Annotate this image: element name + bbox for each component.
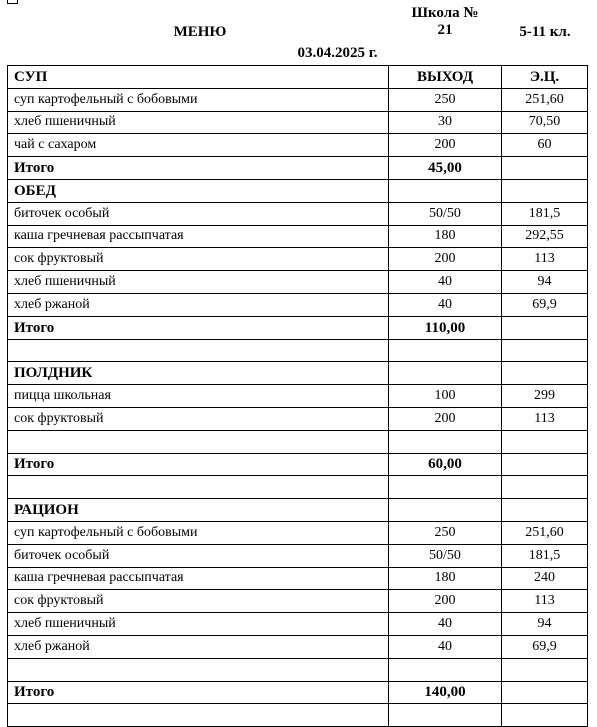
item-name-cell: хлеб ржаной <box>8 635 389 658</box>
table-row <box>8 704 588 727</box>
item-name-cell: Итого <box>8 453 389 476</box>
table-row <box>8 681 588 704</box>
item-price-cell <box>502 430 588 453</box>
item-price-cell: 70,50 <box>502 111 588 134</box>
item-price-cell <box>502 453 588 476</box>
menu-title: МЕНЮ <box>173 24 227 40</box>
item-output-cell: 250 <box>389 88 502 111</box>
table-row <box>8 407 588 430</box>
item-price-cell: 181,5 <box>502 202 588 225</box>
item-price-cell: 113 <box>502 248 588 271</box>
item-output-cell: 50/50 <box>389 202 502 225</box>
item-name-cell: СУП <box>8 66 389 89</box>
table-row <box>8 544 588 567</box>
item-output-cell: 180 <box>389 567 502 590</box>
table-row <box>8 613 588 636</box>
item-price-cell: 60 <box>502 134 588 157</box>
item-price-cell: 69,9 <box>502 293 588 316</box>
table-row <box>8 339 588 362</box>
item-name-cell: сок фруктовый <box>8 590 389 613</box>
school-number: Школа № 21 <box>411 5 479 38</box>
item-name-cell: Итого <box>8 681 389 704</box>
item-price-cell <box>502 339 588 362</box>
item-price-cell: 94 <box>502 613 588 636</box>
table-row <box>8 635 588 658</box>
item-price-cell: 113 <box>502 590 588 613</box>
item-name-cell: каша гречневая рассыпчатая <box>8 567 389 590</box>
item-price-cell <box>502 179 588 202</box>
item-output-cell <box>389 339 502 362</box>
table-row <box>8 430 588 453</box>
table-row <box>8 658 588 681</box>
item-price-cell <box>502 157 588 180</box>
item-output-cell <box>389 499 502 522</box>
table-row <box>8 476 588 499</box>
item-name-cell: хлеб пшеничный <box>8 111 389 134</box>
table-row <box>8 316 588 339</box>
table-row <box>8 202 588 225</box>
item-price-cell: 251,60 <box>502 521 588 544</box>
item-price-cell <box>502 704 588 727</box>
item-output-cell: 200 <box>389 407 502 430</box>
table-row <box>8 499 588 522</box>
item-name-cell: биточек особый <box>8 202 389 225</box>
table-row <box>8 293 588 316</box>
item-output-cell <box>389 430 502 453</box>
item-name-cell: каша гречневая рассыпчатая <box>8 225 389 248</box>
table-row <box>8 88 588 111</box>
item-price-cell: 292,55 <box>502 225 588 248</box>
menu-date: 03.04.2025 г. <box>297 45 378 61</box>
table-row <box>8 225 588 248</box>
item-price-cell: 94 <box>502 271 588 294</box>
item-name-cell: хлеб пшеничный <box>8 613 389 636</box>
item-name-cell <box>8 658 389 681</box>
item-output-cell <box>389 476 502 499</box>
table-row <box>8 385 588 408</box>
item-price-cell: 251,60 <box>502 88 588 111</box>
item-output-cell: 30 <box>389 111 502 134</box>
table-row <box>8 179 588 202</box>
table-row <box>8 567 588 590</box>
item-output-cell: 60,00 <box>389 453 502 476</box>
item-name-cell <box>8 476 389 499</box>
item-name-cell: ПОЛДНИК <box>8 362 389 385</box>
item-name-cell: сок фруктовый <box>8 248 389 271</box>
item-price-cell: 181,5 <box>502 544 588 567</box>
item-output-cell: 40 <box>389 271 502 294</box>
item-price-cell <box>502 362 588 385</box>
item-name-cell <box>8 430 389 453</box>
table-row <box>8 134 588 157</box>
table-row <box>8 521 588 544</box>
table-row <box>8 590 588 613</box>
item-output-cell: 250 <box>389 521 502 544</box>
item-output-cell: 110,00 <box>389 316 502 339</box>
item-price-cell: 299 <box>502 385 588 408</box>
item-output-cell: 200 <box>389 248 502 271</box>
item-name-cell: пицца школьная <box>8 385 389 408</box>
item-name-cell: суп картофельный с бобовыми <box>8 521 389 544</box>
table-row <box>8 157 588 180</box>
item-name-cell: Итого <box>8 316 389 339</box>
item-output-cell <box>389 658 502 681</box>
table-row <box>8 271 588 294</box>
item-output-cell <box>389 362 502 385</box>
table-row <box>8 111 588 134</box>
item-price-cell: 240 <box>502 567 588 590</box>
item-output-cell: 180 <box>389 225 502 248</box>
item-output-cell: 50/50 <box>389 544 502 567</box>
item-price-cell: Э.Ц. <box>502 66 588 89</box>
item-output-cell: 100 <box>389 385 502 408</box>
item-price-cell: 69,9 <box>502 635 588 658</box>
menu-table <box>7 65 588 727</box>
item-price-cell <box>502 476 588 499</box>
item-output-cell: 200 <box>389 590 502 613</box>
item-name-cell: РАЦИОН <box>8 499 389 522</box>
item-name-cell: ОБЕД <box>8 179 389 202</box>
item-output-cell: 200 <box>389 134 502 157</box>
item-output-cell: 45,00 <box>389 157 502 180</box>
item-name-cell: сок фруктовый <box>8 407 389 430</box>
table-row <box>8 362 588 385</box>
item-name-cell: Итого <box>8 157 389 180</box>
item-name-cell <box>8 704 389 727</box>
item-name-cell: хлеб пшеничный <box>8 271 389 294</box>
item-name-cell <box>8 339 389 362</box>
corner-mark <box>7 0 18 4</box>
item-price-cell <box>502 658 588 681</box>
item-output-cell: 40 <box>389 293 502 316</box>
item-output-cell: 40 <box>389 613 502 636</box>
item-name-cell: суп картофельный с бобовыми <box>8 88 389 111</box>
item-price-cell <box>502 316 588 339</box>
item-output-cell: 40 <box>389 635 502 658</box>
item-name-cell: хлеб ржаной <box>8 293 389 316</box>
item-name-cell: чай с сахаром <box>8 134 389 157</box>
item-output-cell: ВЫХОД <box>389 66 502 89</box>
table-row <box>8 66 588 89</box>
table-row <box>8 248 588 271</box>
item-price-cell: 113 <box>502 407 588 430</box>
item-output-cell <box>389 179 502 202</box>
grade-range: 5-11 кл. <box>519 24 571 40</box>
item-output-cell <box>389 704 502 727</box>
item-price-cell <box>502 499 588 522</box>
table-row <box>8 453 588 476</box>
item-price-cell <box>502 681 588 704</box>
item-output-cell: 140,00 <box>389 681 502 704</box>
item-name-cell: биточек особый <box>8 544 389 567</box>
